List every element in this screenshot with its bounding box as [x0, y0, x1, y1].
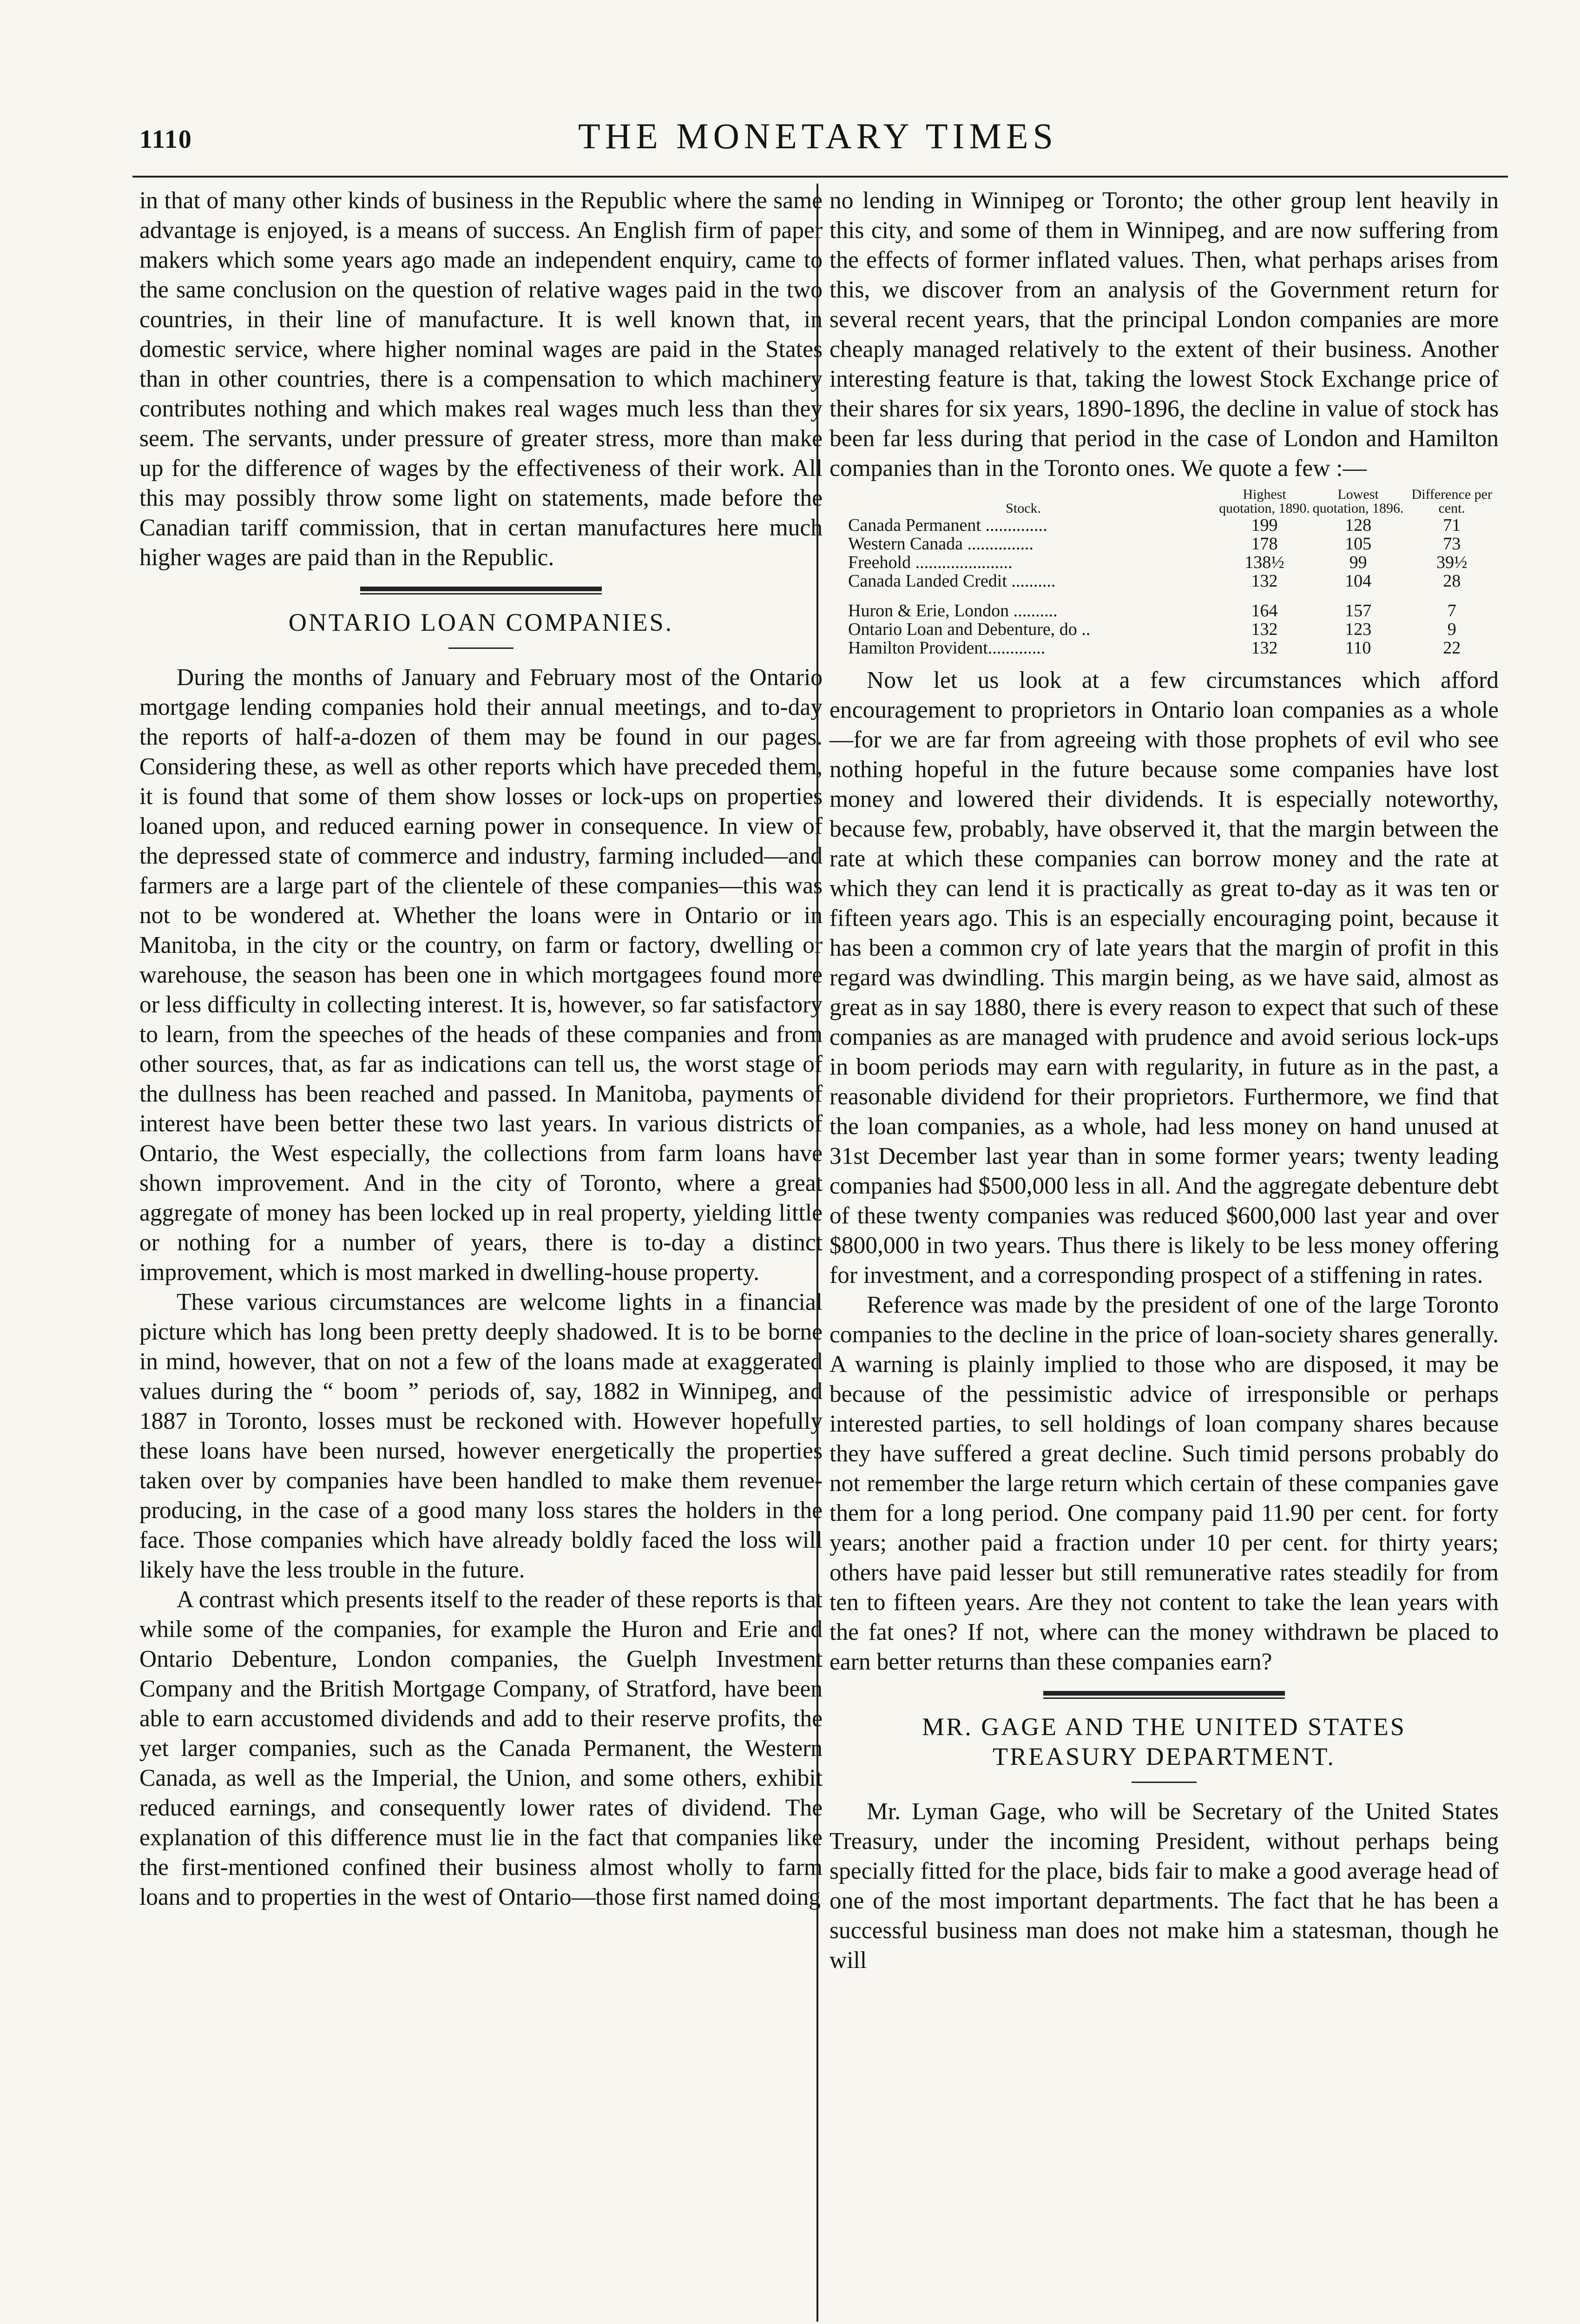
- right-paragraph-3: Reference was made by the president of one of the large Toronto companies to the decline in the price of loan-society shares generally. A warning is plainly implied to those who are disposed, it may be because of the pessimistic advice of irresponsible or perhaps interested parties, to sell holdings of loan company shares because they have suffered a great decline. Such timid persons probably do not remember the large return which certain of these companies gave them for a long period. One company paid 11.90 per cent. for forty years; another paid a fraction under 10 per cent. for thirty years; others have paid lesser but still remunerative rates steadily for from ten to fifteen years. Are they not content to take the lean years with the fat ones? If not, where can the money withdrawn be placed to earn better returns than these companies earn?: [830, 1292, 1499, 1675]
- table-cell: 99: [1349, 553, 1367, 572]
- stock-quotation-table: [830, 487, 1499, 657]
- table-cell: 71: [1443, 515, 1461, 535]
- table-cell: 132: [1251, 638, 1278, 658]
- left-paragraph-1: in that of many other kinds of business in the Republic where the same advantage is enjoyed, is a means of success. An English firm of paper makers which some years ago made an independent enquiry, came to the same conclusion on the question of relative wages paid in the two countries, in their line of manufacture. It is well known that, in domestic service, where higher nominal wages are paid in the States than in other countries, there is a compensation to which machinery contributes nothing and which makes real wages much less than they seem. The servants, under pressure of greater stress, more than make up for the difference of wages by the effectiveness of their work. All this may possibly throw some light on statements, made before the Canadian tariff commission, that in certan manufactures here much higher wages are paid than in the Republic.: [139, 187, 823, 571]
- section-rule: [1043, 1691, 1285, 1699]
- left-column: [139, 186, 823, 1912]
- table-cell: 28: [1443, 571, 1461, 591]
- table-cell: 138½: [1244, 553, 1284, 572]
- page-number: 1110: [139, 125, 192, 154]
- table-cell: Huron & Erie, London ..........: [848, 601, 1058, 621]
- right-column: [830, 186, 1499, 1975]
- table-cell: 104: [1345, 571, 1372, 591]
- table-header-difference: Difference per cent.: [1411, 487, 1492, 516]
- left-paragraph-2: During the months of January and February most of the Ontario mortgage lending companies hold their annual meetings, and to-day the reports of half-a-dozen of them may be found in our pages. Considering these, as well as other reports which have preceded them, it is found that some of them show losses or lock-ups on properties loaned upon, and reduced earning power in consequence. In view of the depressed state of commerce and industry, farming included—and farmers are a large part of the clientele of these companies—this was not to be wondered at. Whether the loans were in Ontario or in Manitoba, in the city or the country, on farm or factory, dwelling or warehouse, the season has been one in which mortgagees found more or less difficulty in collecting interest. It is, however, so far satisfactory to learn, from the speeches of the heads of these companies and from other sources, that, as far as indications can tell us, the worst stage of the dullness has been reached and passed. In Manitoba, payments of interest have been better these two last years. In various districts of Ontario, the West especially, the collections from farm loans have shown improvement. And in the city of Toronto, where a great aggregate of money has been locked up in real property, yielding little or nothing for a number of years, there is to-day a distinct improvement, which is most marked in dwelling-house property.: [139, 664, 823, 1286]
- section-title-gage: [830, 1712, 1499, 1771]
- left-paragraph-3: These various circumstances are welcome lights in a financial picture which has long been pretty deeply shadowed. It is to be borne in mind, however, that on not a few of the loans made at exaggerated values during the “ boom ” periods of, say, 1882 in Winnipeg, and 1887 in Toronto, losses must be reckoned with. However hopefully these loans have been nursed, however energetically the properties taken over by companies have been handled to make them revenue-producing, in the case of a good many loss stares the holders in the face. Those companies which have already boldly faced the loss will likely have the less trouble in the future.: [139, 1289, 823, 1583]
- table-cell: 105: [1345, 534, 1372, 554]
- table-cell: 22: [1443, 638, 1461, 658]
- section-title-ontario-loan: ONTARIO LOAN COMPANIES.: [288, 608, 674, 636]
- table-row: [830, 620, 1499, 639]
- table-cell: 9: [1447, 620, 1456, 639]
- section-title-line-2: TREASURY DEPARTMENT.: [993, 1743, 1336, 1770]
- table-cell: 178: [1251, 534, 1278, 554]
- table-cell: Freehold ......................: [848, 553, 1013, 572]
- table-cell: 132: [1251, 620, 1278, 639]
- publication-title: THE MONETARY TIMES: [578, 116, 1058, 156]
- table-row: [830, 639, 1499, 657]
- table-row: [830, 590, 1499, 620]
- short-rule: [448, 647, 514, 649]
- table-cell: 73: [1443, 534, 1461, 554]
- table-cell: Ontario Loan and Debenture, do ..: [848, 620, 1091, 639]
- right-paragraph-2: Now let us look at a few circumstances which afford encouragement to proprietors in Ontario loan companies as a whole—for we are far from agreeing with those prophets of evil who see nothing hopeful in the future because some companies have lost money and lowered their dividends. It is especially noteworthy, because few, probably, have observed it, that the margin between the rate at which these companies can borrow money and the rate at which they can lend it is practically as great to-day as it was ten or fifteen years ago. This is an especially encouraging point, because it has been a common cry of late years that the margin of profit in this regard was dwindling. This margin being, as we have said, almost as great as in say 1880, there is every reason to expect that such of these companies as are managed with prudence and avoid serious lock-ups in boom periods may earn with regularity, in future as in the past, a reasonable dividend for their proprietors. Furthermore, we find that the loan companies, as a whole, had less money on hand unused at 31st December last year than in some former years; twenty leading companies had $500,000 less in all. And the aggregate debenture debt of these twenty companies was reduced $600,000 last year and over $800,000 in two years. Thus there is likely to be less money offering for investment, and a corresponding prospect of a stiffening in rates.: [830, 667, 1499, 1288]
- table-cell: 123: [1345, 620, 1372, 639]
- table-row: [830, 535, 1499, 553]
- table-row: [830, 516, 1499, 535]
- table-cell: Hamilton Provident.............: [848, 638, 1046, 658]
- table-cell: Canada Landed Credit ..........: [848, 571, 1056, 591]
- table-cell: Western Canada ...............: [848, 534, 1034, 554]
- short-rule: [1132, 1782, 1197, 1783]
- table-cell: 128: [1345, 515, 1372, 535]
- table-header-lowest: Lowest quotation, 1896.: [1312, 487, 1404, 516]
- table-cell: 164: [1251, 601, 1278, 621]
- table-header-highest: Highest quotation, 1890.: [1219, 487, 1310, 516]
- right-paragraph-1: no lending in Winnipeg or Toronto; the other group lent heavily in this city, and some of them in Winnipeg, and are now suffering from the effects of former inflated values. Then, what perhaps arises from this, we discover from an analysis of the Government return for several recent years, that the principal London companies are more cheaply managed relatively to the extent of their business. Another interesting feature is that, taking the lowest Stock Exchange price of their shares for six years, 1890-1896, the decline in value of stock has been far less during that period in the case of London and Hamilton companies than in the Toronto ones. We quote a few :—: [830, 187, 1499, 482]
- section-title-line-1: MR. GAGE AND THE UNITED STATES: [922, 1713, 1406, 1741]
- table-cell: 7: [1447, 601, 1456, 621]
- section-rule: [360, 587, 602, 594]
- table-row: [830, 553, 1499, 572]
- table-row: [830, 572, 1499, 590]
- table-cell: 157: [1345, 601, 1372, 621]
- table-cell: 132: [1251, 571, 1278, 591]
- left-paragraph-4: A contrast which presents itself to the reader of these reports is that while some of the companies, for example the Huron and Erie and Ontario Debenture, London companies, the Guelph Investment Company and the British Mortgage Company, of Stratford, have been able to earn accustomed dividends and add to their reserve profits, the yet larger companies, such as the Canada Permanent, the Western Canada, as well as the Imperial, the Union, and some others, exhibit reduced earnings, and consequently lower rates of dividend. The explanation of this difference must lie in the fact that companies like the first-mentioned confined their business almost wholly to farm loans and to properties in the west of Ontario—those first named doing: [139, 1586, 823, 1910]
- table-cell: Canada Permanent ..............: [848, 515, 1047, 535]
- header-rule: [132, 176, 1508, 178]
- table-cell: 110: [1345, 638, 1371, 658]
- table-cell: 39½: [1436, 553, 1468, 572]
- right-paragraph-4: Mr. Lyman Gage, who will be Secretary of the United States Treasury, under the incoming President, without perhaps being specially fitted for the place, bids fair to make a good average head of one of the most important departments. The fact that he has been a successful business man does not make him a statesman, though he will: [830, 1798, 1499, 1974]
- table-cell: 199: [1251, 515, 1278, 535]
- table-header-stock: Stock.: [1006, 501, 1041, 516]
